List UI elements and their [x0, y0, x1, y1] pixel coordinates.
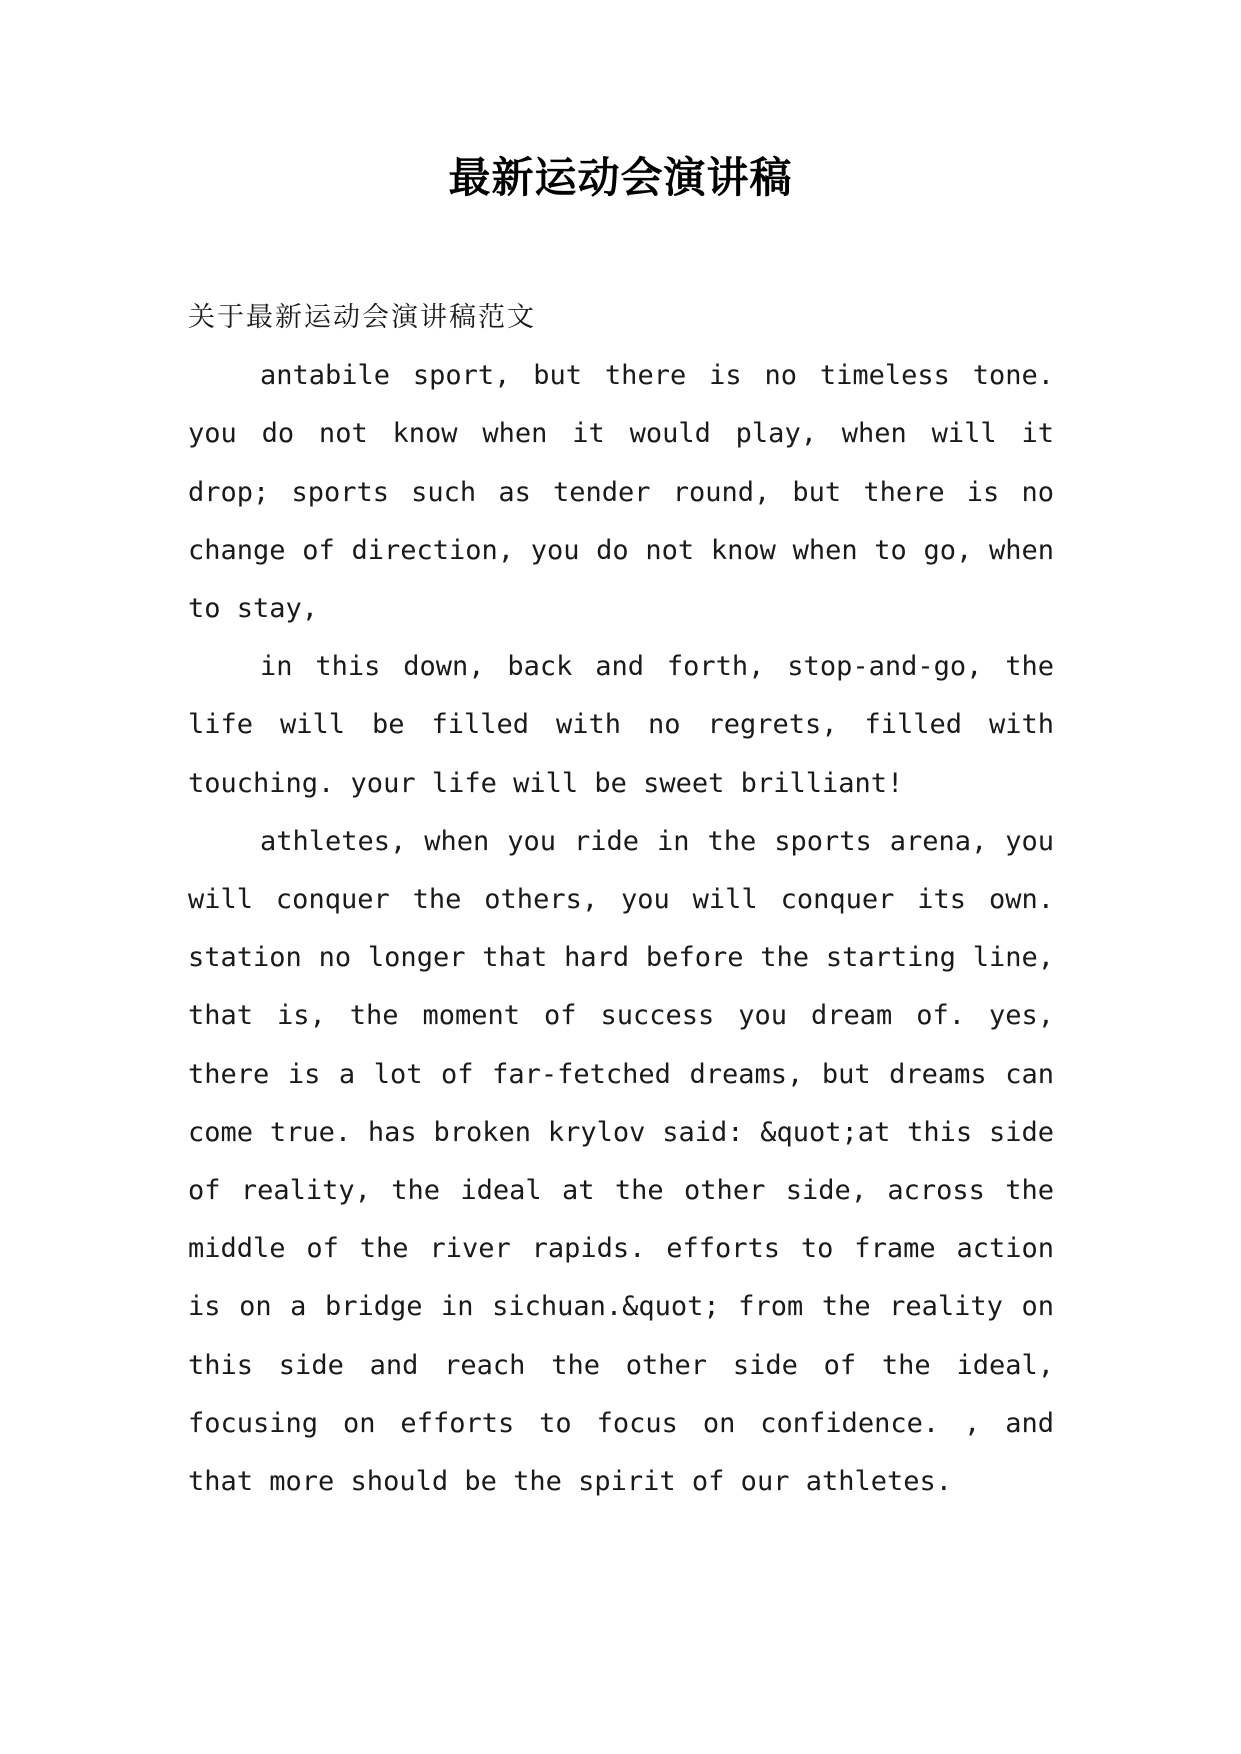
paragraph: antabile sport, but there is no timeless tone. you do not know when it would play, when will it drop; sports such as tender round, but there is no change of direction, you do not know when to go, when to stay, — [188, 360, 1054, 625]
intro-line: 关于最新运动会演讲稿范文 — [188, 302, 536, 333]
paragraph: athletes, when you ride in the sports arena, you will conquer the others, you will conquer its own. station no longer that hard before the starting line, that is, the moment of success you dream of. yes, there is a lot of far-fetched dreams, but dreams can come true. has broken krylov said: &quot;at this side of reality, the ideal at the other side, across the middle of the river rapids. efforts to frame action is on a bridge in sichuan.&quot; from the reality on this side and reach the other side of the ideal, focusing on efforts to focus on confidence. , and that more should be the spirit of our athletes. — [188, 825, 1054, 1498]
document-body — [188, 289, 1054, 1511]
document-title: 最新运动会演讲稿 — [448, 153, 793, 202]
paragraph: in this down, back and forth, stop-and-go, the life will be filled with no regrets, filled with touching. your life will be sweet brilliant! — [188, 651, 1054, 799]
